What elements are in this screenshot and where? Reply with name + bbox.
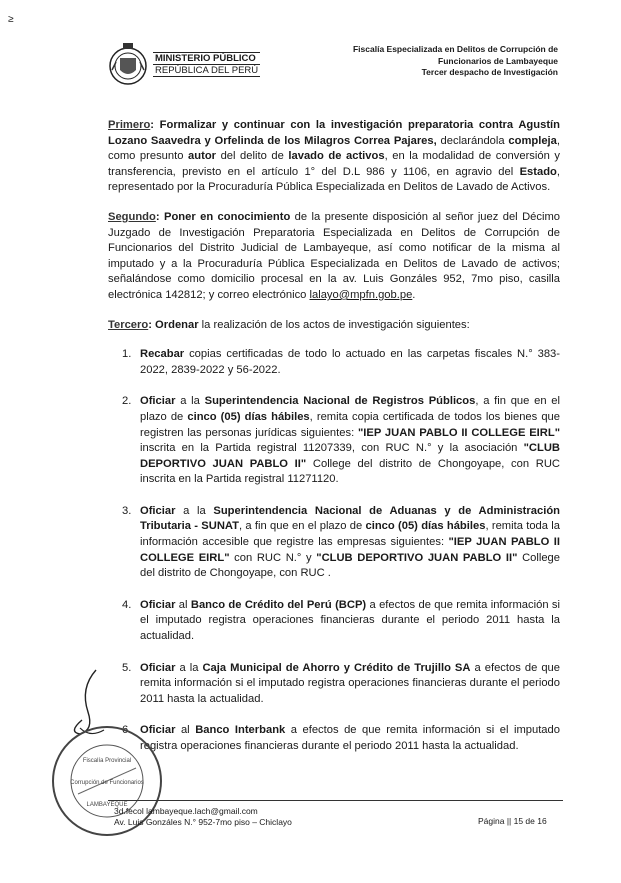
footer-email: 3d.fecol lambayeque.lach@gmail.com (114, 806, 258, 816)
list-item: 6. Oficiar al Banco Interbank a efectos de que remita información si el imputado registra operaciones financieras durante el periodo 2011 hasta la actualidad. (122, 724, 560, 752)
ministry-line-1: MINISTERIO PÚBLICO (153, 52, 260, 65)
list-item: 4. Oficiar al Banco de Crédito del Perú (BCP) a efectos de que remita información si el imputado registra operaciones financieras durante el periodo 2011 hasta la actualidad. (122, 598, 560, 643)
list-item: 5. Oficiar a la Caja Municipal de Ahorro y Crédito de Trujillo SA a efectos de que remita información si el imputado registra operaciones financieras durante el periodo 2011 hasta la actualidad. (122, 661, 560, 705)
letterhead (108, 38, 558, 94)
list-item: 1. Recabar copias certificadas de todo lo actuado en las carpetas fiscales N.° 383-2022, 2839-2022 y 56-2022. (122, 348, 560, 376)
tercero-lead: Tercero (108, 318, 149, 331)
office-name (353, 44, 558, 79)
acts-list (108, 347, 560, 754)
page-number: Página || 15 de 16 (478, 816, 547, 826)
list-item: 2. Oficiar a la Superintendencia Nacional de Registros Públicos, a fin que en el plazo de cinco (05) días hábiles, remita copia certificada de todos los bienes que registren las personas jurídicas siguientes: "IEP JUAN PABLO II COLLEGE EIRL" inscrita en la Partida registral 11207339, con RUC N.° y la asociación "CLUB DEPORTIVO JUAN PABLO II" College del distrito de Chongoyape, con RUC inscrita en la Partida registral 11271120. (122, 395, 560, 486)
office-line-3: Tercer despacho de Investigación (421, 67, 558, 77)
svg-text:Fiscalía Provincial: Fiscalía Provincial (82, 758, 132, 764)
svg-text:LAMBAYEQUE: LAMBAYEQUE (86, 802, 128, 808)
scan-mark: ≥ (8, 14, 14, 25)
paragraph-segundo: Segundo: Poner en conocimiento de la presente disposición al señor juez del Décimo Juzgado de Investigación Preparatoria Especializada en Delitos de Corrupción de Funcionarios del Distrito Judicial de Lambayeque, así como notificar de la misma al imputado y a la Procuraduría Pública Especializada en Delitos de Lavado de activos; señalándose como domicilio procesal en la av. Luis Gonzáles 952, 7mo piso, casilla electrónica 142812; y correo electrónico lalayo@mpfn.gob.pe. (108, 210, 560, 301)
paragraph-primero: Primero: Formalizar y continuar con la investigación preparatoria contra Agustín Lozano Saavedra y Orfelinda de los Milagros Correa Pajares, declarándola compleja, como presunto autor del delito de lavado de activos, en la modalidad de conversión y transferencia, previsto en el artículo 1° del D.L 986 y 1106, en agravio del Estado, representado por la Procuraduría Pública Especializada en Delitos de Lavado de Activos. (108, 119, 560, 194)
ministry-name (153, 52, 260, 77)
segundo-lead: Segundo (108, 210, 156, 223)
crest-icon (108, 40, 148, 88)
office-line-1: Fiscalía Especializada en Delitos de Corrupción de (352, 44, 558, 54)
footer-address: Av. Luis Gonzáles N.° 952-7mo piso – Chiclayo (114, 817, 292, 827)
primero-lead: Primero (108, 119, 151, 131)
svg-text:Corrupción de Funcionarios: Corrupción de Funcionarios (70, 780, 144, 786)
document-body (108, 118, 560, 771)
list-item: 3. Oficiar a la Superintendencia Nacional de Aduanas y de Administración Tributaria - SUNAT, a fin que en el plazo de cinco (05) días hábiles, remita toda la información accesible que registre las empresas siguientes: "IEP JUAN PABLO II COLLEGE EIRL" con RUC N.° y "CLUB DEPORTIVO JUAN PABLO II" College del distrito de Chongoyape, con RUC . (122, 504, 561, 580)
footer-contact (114, 806, 292, 828)
paragraph-tercero: Tercero: Ordenar la realización de los actos de investigación siguientes: (108, 318, 470, 331)
office-line-2: Funcionarios de Lambayeque (438, 55, 558, 66)
footer-divider (108, 800, 563, 801)
ministry-line-2: REPÚBLICA DEL PERÚ (155, 65, 259, 76)
email-link[interactable]: lalayo@mpfn.gob.pe (309, 288, 413, 301)
